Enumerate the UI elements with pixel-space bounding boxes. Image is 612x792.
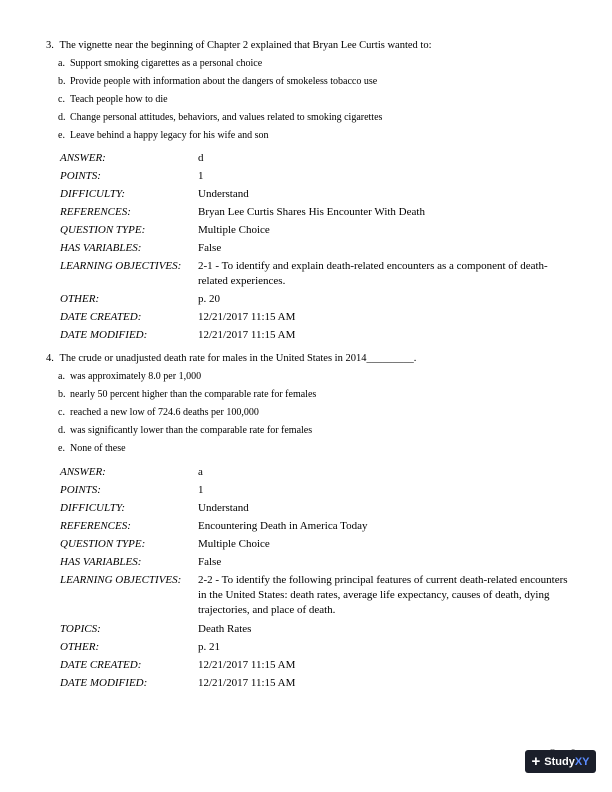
option-a: a. was approximately 8.0 per 1,000 <box>58 371 202 382</box>
option-c: c. Teach people how to die <box>58 94 168 105</box>
meta-date-modified: DATE MODIFIED: 12/21/2017 11:15 AM <box>60 677 296 689</box>
option-b: b. nearly 50 percent higher than the comparable rate for females <box>58 389 317 400</box>
option-a: a. Support smoking cigarettes as a personal choice <box>58 58 263 69</box>
meta-has-variables: HAS VARIABLES: False <box>60 242 222 254</box>
option-c: c. reached a new low of 724.6 deaths per 100,000 <box>58 407 259 418</box>
meta-other: OTHER: p. 21 <box>60 641 220 653</box>
question-text: The crude or unadjusted death rate for males in the United States in 2014_________. <box>59 353 417 364</box>
meta-date-created: DATE CREATED: 12/21/2017 11:15 AM <box>60 659 296 671</box>
meta-learning-objectives: LEARNING OBJECTIVES: 2-2 - To identify the following principal features of current death-related encounters in the United States: death rates, average life expectancy, causes of death, dying trajectories, and place of death. <box>60 574 568 616</box>
question-number: 3. <box>46 40 54 51</box>
meta-topics: TOPICS: Death Rates <box>60 623 252 635</box>
question-3-stem <box>46 40 432 51</box>
meta-references: REFERENCES: Encountering Death in America Today <box>60 520 368 532</box>
meta-other: OTHER: p. 20 <box>60 293 220 305</box>
option-b: b. Provide people with information about the dangers of smokeless tobacco use <box>58 76 378 87</box>
meta-answer: ANSWER: d <box>60 152 204 164</box>
option-d: d. was significantly lower than the comparable rate for females <box>58 425 313 436</box>
meta-difficulty: DIFFICULTY: Understand <box>60 502 249 514</box>
question-text: The vignette near the beginning of Chapter 2 explained that Bryan Lee Curtis wanted to: <box>59 40 432 51</box>
studyxy-badge[interactable] <box>525 750 596 773</box>
meta-answer: ANSWER: a <box>60 466 203 478</box>
question-4-stem <box>46 353 416 364</box>
option-e: e. None of these <box>58 443 126 454</box>
meta-has-variables: HAS VARIABLES: False <box>60 556 222 568</box>
meta-date-created: DATE CREATED: 12/21/2017 11:15 AM <box>60 311 296 323</box>
meta-points: POINTS: 1 <box>60 484 204 496</box>
meta-date-modified: DATE MODIFIED: 12/21/2017 11:15 AM <box>60 329 296 341</box>
meta-question-type: QUESTION TYPE: Multiple Choice <box>60 224 270 236</box>
meta-references: REFERENCES: Bryan Lee Curtis Shares His Encounter With Death <box>60 206 425 218</box>
meta-learning-objectives: LEARNING OBJECTIVES: 2-1 - To identify and explain death-related encounters as a component of death-related experiences. <box>60 260 548 287</box>
brand-name: StudyXY <box>544 755 590 768</box>
question-number: 4. <box>46 353 54 364</box>
meta-question-type: QUESTION TYPE: Multiple Choice <box>60 538 270 550</box>
option-e: e. Leave behind a happy legacy for his wife and son <box>58 130 269 141</box>
meta-points: POINTS: 1 <box>60 170 204 182</box>
option-d: d. Change personal attitudes, behaviors, and values related to smoking cigarettes <box>58 112 383 123</box>
meta-difficulty: DIFFICULTY: Understand <box>60 188 249 200</box>
plus-icon: + <box>531 753 541 770</box>
